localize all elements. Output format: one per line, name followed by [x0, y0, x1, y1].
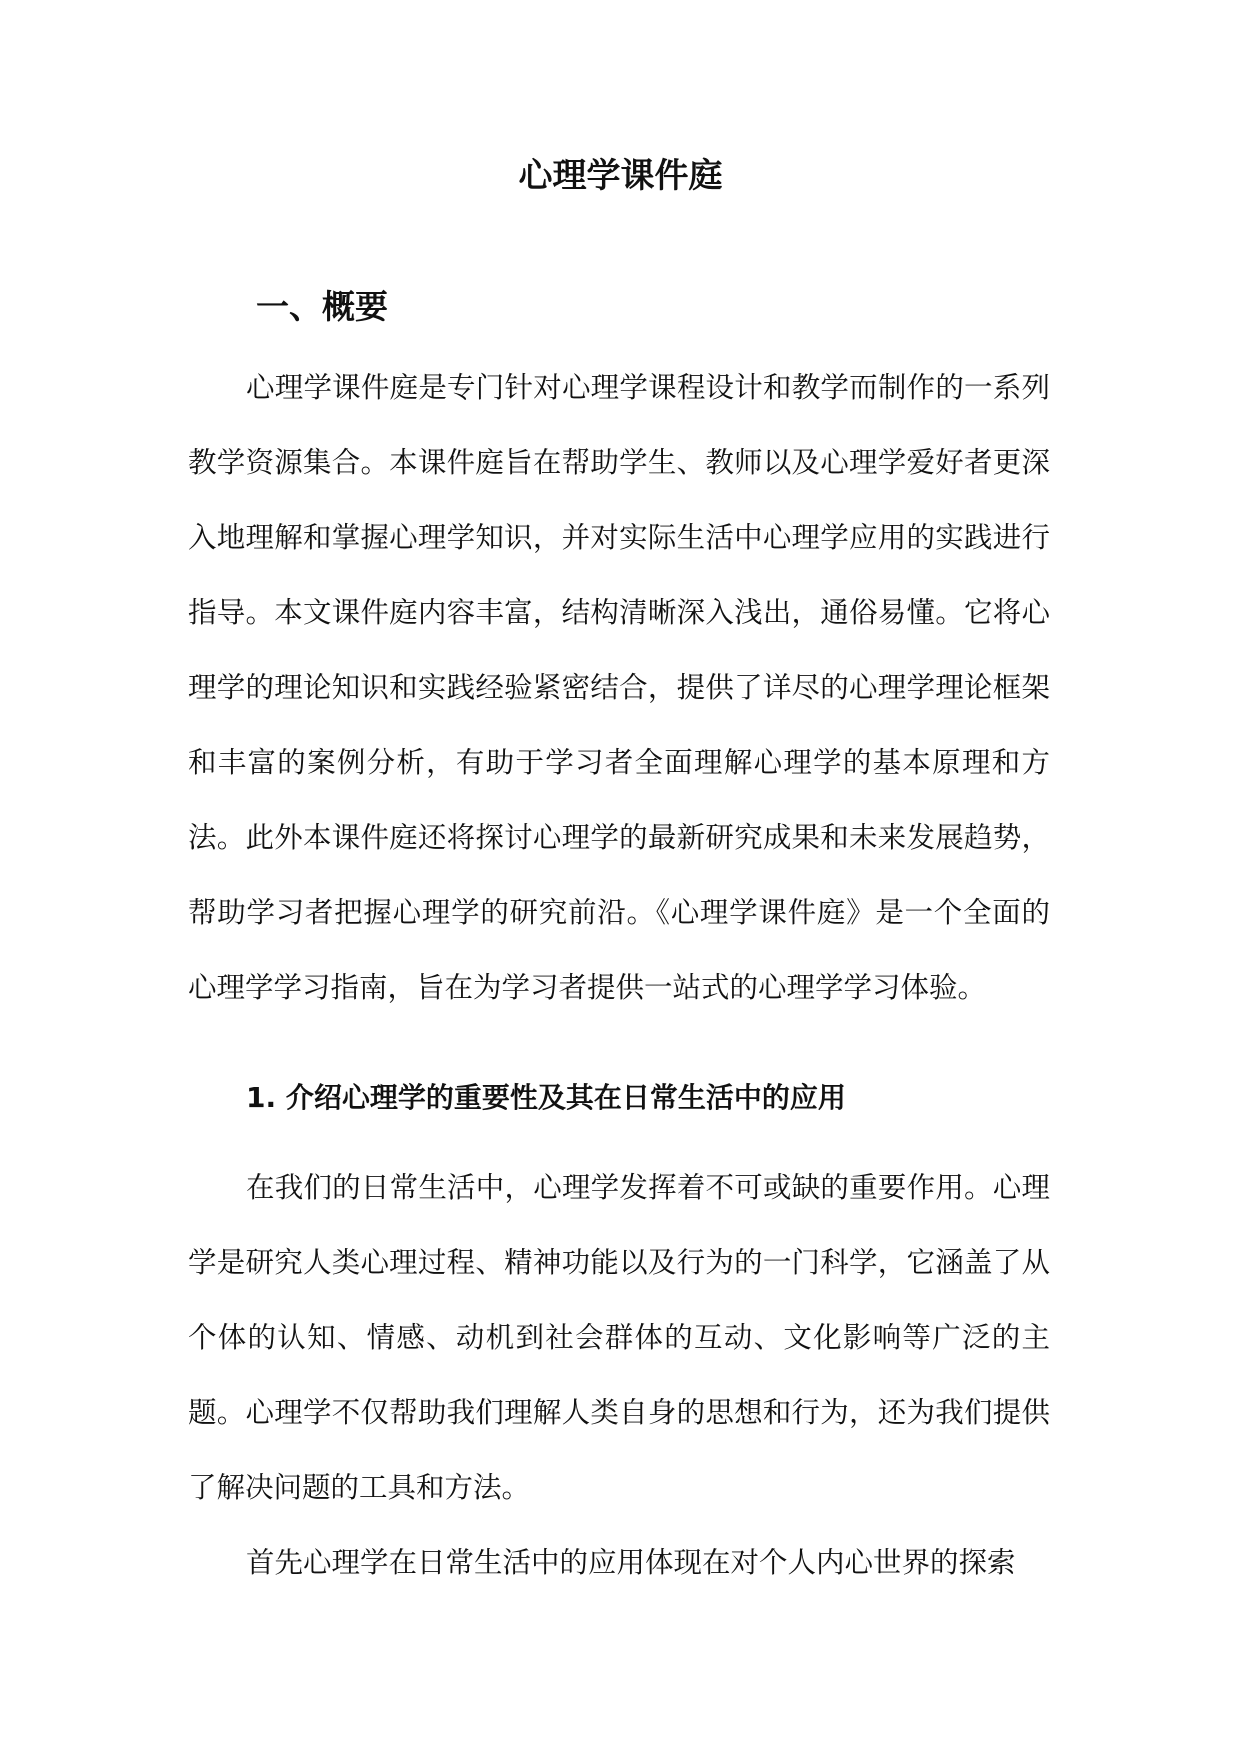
importance-paragraph: 在我们的日常生活中，心理学发挥着不可或缺的重要作用。心理学是研究人类心理过程、精神功能以及行为的一门科学，它涵盖了从个体的认知、情感、动机到社会群体的互动、文化影响等广泛的主题。心理学不仅帮助我们理解人类自身的思想和行为，还为我们提供了解决问题的工具和方法。: [188, 1171, 1050, 1504]
document-title: 心理学课件庭: [518, 156, 723, 196]
subsection-heading-importance: 1. 介绍心理学的重要性及其在日常生活中的应用: [246, 1081, 846, 1114]
application-paragraph: 首先心理学在日常生活中的应用体现在对个人内心世界的探索: [246, 1546, 1016, 1579]
section-heading-overview: 一、概要: [256, 287, 388, 326]
overview-paragraph: 心理学课件庭是专门针对心理学课程设计和教学而制作的一系列教学资源集合。本课件庭旨在帮助学生、教师以及心理学爱好者更深入地理解和掌握心理学知识，并对实际生活中心理学应用的实践进行指导。本文课件庭内容丰富，结构清晰深入浅出，通俗易懂。它将心理学的理论知识和实践经验紧密结合，提供了详尽的心理学理论框架和丰富的案例分析，有助于学习者全面理解心理学的基本原理和方法。此外本课件庭还将探讨心理学的最新研究成果和未来发展趋势，帮助学习者把握心理学的研究前沿。《心理学课件庭》是一个全面的心理学学习指南，旨在为学习者提供一站式的心理学学习体验。: [188, 371, 1050, 1004]
